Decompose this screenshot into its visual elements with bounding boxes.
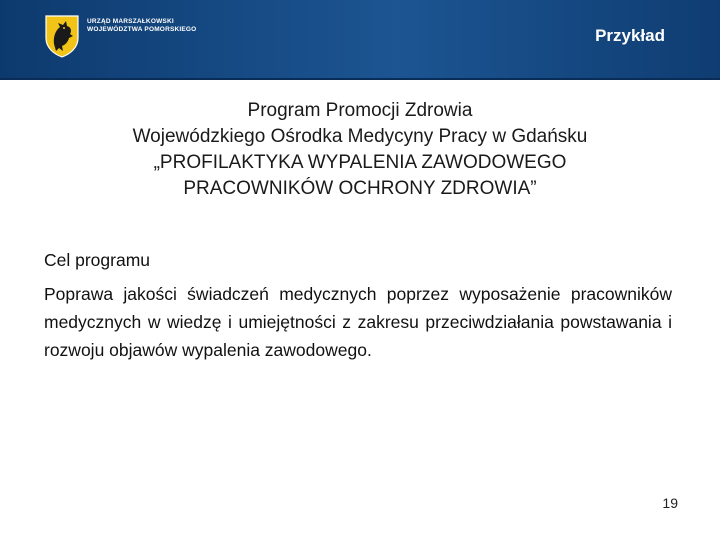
title-line2: Wojewódzkiego Ośrodka Medycyny Pracy w Gdańsku xyxy=(132,126,588,147)
title-line3: „PROFILAKTYKA WYPALENIA ZAWODOWEGO xyxy=(153,152,567,173)
organization-name-line1: URZĄD MARSZAŁKOWSKI xyxy=(87,18,174,25)
organization-name xyxy=(87,18,196,34)
title-line1: Program Promocji Zdrowia xyxy=(247,100,473,121)
pomeranian-griffin-coat-of-arms-icon xyxy=(44,14,80,58)
page-number: 19 xyxy=(662,495,678,511)
slide-title xyxy=(40,98,680,202)
section-heading: Cel programu xyxy=(44,250,151,270)
section-body: Poprawa jakości świadczeń medycznych poprzez wyposażenie pracowników medycznych w wiedzę i umiejętności z zakresu przeciwdziałania powstawania i rozwoju objawów wypalenia zawodowego. xyxy=(44,284,672,360)
slide-label: Przykład xyxy=(595,26,665,45)
organization-name-line2: WOJEWÓDZTWA POMORSKIEGO xyxy=(87,26,197,33)
title-line4: PRACOWNIKÓW OCHRONY ZDROWIA” xyxy=(183,178,537,199)
header-bar xyxy=(0,0,720,80)
